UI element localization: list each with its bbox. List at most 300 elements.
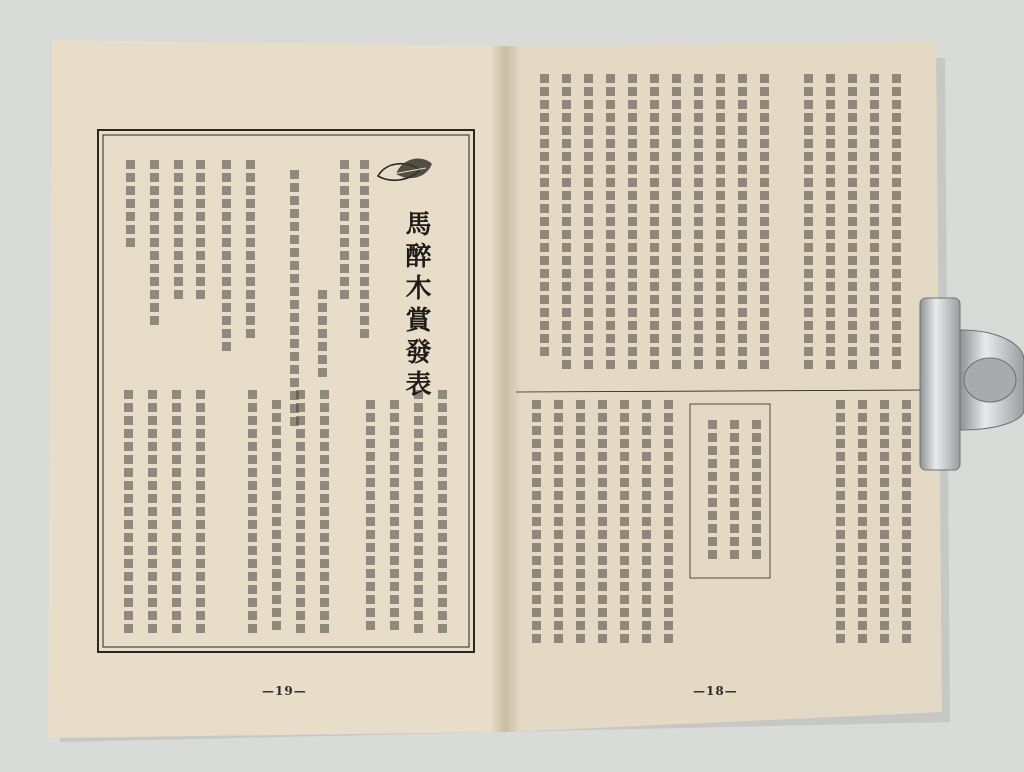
text-glyph-placeholder [628,139,637,148]
text-glyph-placeholder [760,139,769,148]
text-glyph-placeholder [320,494,329,503]
text-glyph-placeholder [554,569,563,578]
text-glyph-placeholder [576,595,585,604]
text-glyph-placeholder [540,74,549,83]
text-glyph-placeholder [272,491,281,500]
text-glyph-placeholder [390,478,399,487]
text-glyph-placeholder [124,624,133,633]
text-glyph-placeholder [826,204,835,213]
text-glyph-placeholder [532,465,541,474]
text-glyph-placeholder [540,126,549,135]
text-glyph-placeholder [124,572,133,581]
text-glyph-placeholder [318,303,327,312]
text-glyph-placeholder [174,173,183,182]
text-glyph-placeholder [760,74,769,83]
text-glyph-placeholder [584,100,593,109]
text-glyph-placeholder [272,400,281,409]
text-glyph-placeholder [694,191,703,200]
text-glyph-placeholder [848,347,857,356]
text-glyph-placeholder [826,126,835,135]
text-glyph-placeholder [196,481,205,490]
text-glyph-placeholder [902,621,911,630]
text-glyph-placeholder [606,347,615,356]
text-glyph-placeholder [320,481,329,490]
text-glyph-placeholder [760,191,769,200]
text-glyph-placeholder [562,347,571,356]
text-glyph-placeholder [730,485,739,494]
text-glyph-placeholder [760,360,769,369]
text-glyph-placeholder [848,204,857,213]
text-glyph-placeholder [672,295,681,304]
text-glyph-placeholder [150,212,159,221]
text-glyph-placeholder [642,621,651,630]
text-glyph-placeholder [196,238,205,247]
text-glyph-placeholder [196,290,205,299]
text-glyph-placeholder [650,295,659,304]
text-glyph-placeholder [620,530,629,539]
text-glyph-placeholder [870,256,879,265]
text-glyph-placeholder [172,416,181,425]
text-glyph-placeholder [598,400,607,409]
text-glyph-placeholder [246,303,255,312]
text-glyph-placeholder [576,491,585,500]
text-glyph-placeholder [196,416,205,425]
text-glyph-placeholder [366,413,375,422]
text-glyph-placeholder [584,178,593,187]
text-glyph-placeholder [804,282,813,291]
text-glyph-placeholder [880,543,889,552]
text-glyph-placeholder [554,608,563,617]
text-glyph-placeholder [650,126,659,135]
text-glyph-placeholder [760,217,769,226]
text-glyph-placeholder [438,442,447,451]
text-glyph-placeholder [360,173,369,182]
text-glyph-placeholder [642,595,651,604]
text-glyph-placeholder [672,165,681,174]
text-glyph-placeholder [320,429,329,438]
text-glyph-placeholder [320,559,329,568]
text-glyph-placeholder [296,429,305,438]
text-glyph-placeholder [730,433,739,442]
text-glyph-placeholder [858,543,867,552]
text-glyph-placeholder [148,546,157,555]
text-glyph-placeholder [290,248,299,257]
text-glyph-placeholder [150,277,159,286]
text-glyph-placeholder [196,585,205,594]
text-glyph-placeholder [760,100,769,109]
text-glyph-placeholder [664,543,673,552]
text-glyph-placeholder [296,403,305,412]
text-glyph-placeholder [554,517,563,526]
text-glyph-placeholder [870,360,879,369]
text-glyph-placeholder [390,595,399,604]
text-glyph-placeholder [196,468,205,477]
text-glyph-placeholder [870,334,879,343]
text-glyph-placeholder [730,472,739,481]
text-glyph-placeholder [174,290,183,299]
text-glyph-placeholder [880,504,889,513]
text-glyph-placeholder [148,481,157,490]
text-glyph-placeholder [320,533,329,542]
left-page [48,40,508,738]
text-glyph-placeholder [532,517,541,526]
text-glyph-placeholder [738,191,747,200]
text-glyph-placeholder [628,191,637,200]
text-glyph-placeholder [196,624,205,633]
text-glyph-placeholder [296,416,305,425]
text-glyph-placeholder [576,504,585,513]
text-glyph-placeholder [438,624,447,633]
text-glyph-placeholder [148,507,157,516]
text-glyph-placeholder [628,230,637,239]
text-glyph-placeholder [562,256,571,265]
text-glyph-placeholder [760,334,769,343]
text-glyph-placeholder [858,608,867,617]
text-glyph-placeholder [150,199,159,208]
text-glyph-placeholder [902,400,911,409]
text-glyph-placeholder [730,459,739,468]
text-glyph-placeholder [562,139,571,148]
text-glyph-placeholder [804,256,813,265]
text-glyph-placeholder [150,290,159,299]
text-glyph-placeholder [532,426,541,435]
text-glyph-placeholder [126,186,135,195]
text-glyph-placeholder [664,413,673,422]
text-glyph-placeholder [414,598,423,607]
text-glyph-placeholder [620,595,629,604]
text-glyph-placeholder [650,269,659,278]
text-glyph-placeholder [642,634,651,643]
text-glyph-placeholder [804,360,813,369]
text-glyph-placeholder [664,530,673,539]
text-glyph-placeholder [892,113,901,122]
text-glyph-placeholder [150,251,159,260]
text-glyph-placeholder [562,230,571,239]
text-glyph-placeholder [124,507,133,516]
text-glyph-placeholder [738,74,747,83]
text-glyph-placeholder [532,595,541,604]
text-glyph-placeholder [858,582,867,591]
text-glyph-placeholder [892,308,901,317]
text-glyph-placeholder [318,290,327,299]
text-glyph-placeholder [554,439,563,448]
text-glyph-placeholder [296,481,305,490]
text-glyph-placeholder [272,556,281,565]
text-glyph-placeholder [848,139,857,148]
text-glyph-placeholder [246,173,255,182]
text-glyph-placeholder [196,507,205,516]
text-glyph-placeholder [642,400,651,409]
text-glyph-placeholder [414,611,423,620]
text-glyph-placeholder [628,74,637,83]
text-glyph-placeholder [272,595,281,604]
text-glyph-placeholder [532,530,541,539]
text-glyph-placeholder [148,390,157,399]
text-glyph-placeholder [870,321,879,330]
text-glyph-placeholder [290,196,299,205]
text-glyph-placeholder [174,160,183,169]
text-glyph-placeholder [848,100,857,109]
text-glyph-placeholder [892,100,901,109]
text-glyph-placeholder [554,556,563,565]
text-glyph-placeholder [584,217,593,226]
text-glyph-placeholder [826,113,835,122]
text-glyph-placeholder [148,455,157,464]
text-glyph-placeholder [620,491,629,500]
text-glyph-placeholder [196,173,205,182]
text-glyph-placeholder [836,582,845,591]
text-glyph-placeholder [366,543,375,552]
text-glyph-placeholder [150,264,159,273]
text-glyph-placeholder [836,491,845,500]
text-glyph-placeholder [858,426,867,435]
text-glyph-placeholder [576,439,585,448]
text-glyph-placeholder [620,439,629,448]
text-glyph-placeholder [620,621,629,630]
text-glyph-placeholder [124,494,133,503]
text-glyph-placeholder [672,178,681,187]
text-glyph-placeholder [360,290,369,299]
text-glyph-placeholder [562,321,571,330]
text-glyph-placeholder [320,416,329,425]
text-glyph-placeholder [554,634,563,643]
text-glyph-placeholder [836,426,845,435]
text-glyph-placeholder [694,113,703,122]
text-glyph-placeholder [172,611,181,620]
text-glyph-placeholder [902,426,911,435]
text-glyph-placeholder [360,199,369,208]
text-glyph-placeholder [272,569,281,578]
text-glyph-placeholder [738,100,747,109]
text-glyph-placeholder [584,126,593,135]
text-glyph-placeholder [804,87,813,96]
text-glyph-placeholder [804,321,813,330]
text-glyph-placeholder [826,347,835,356]
text-glyph-placeholder [804,347,813,356]
text-glyph-placeholder [148,611,157,620]
text-glyph-placeholder [642,465,651,474]
text-glyph-placeholder [892,204,901,213]
text-glyph-placeholder [320,572,329,581]
text-glyph-placeholder [124,598,133,607]
text-glyph-placeholder [858,465,867,474]
text-glyph-placeholder [296,494,305,503]
text-glyph-placeholder [892,282,901,291]
text-glyph-placeholder [414,429,423,438]
text-glyph-placeholder [598,426,607,435]
text-glyph-placeholder [642,517,651,526]
text-glyph-placeholder [892,165,901,174]
text-glyph-placeholder [826,152,835,161]
text-glyph-placeholder [532,556,541,565]
text-glyph-placeholder [584,152,593,161]
text-glyph-placeholder [760,152,769,161]
text-glyph-placeholder [902,569,911,578]
text-glyph-placeholder [562,74,571,83]
text-glyph-placeholder [694,165,703,174]
text-glyph-placeholder [390,530,399,539]
text-glyph-placeholder [716,100,725,109]
text-glyph-placeholder [290,300,299,309]
text-glyph-placeholder [858,439,867,448]
text-glyph-placeholder [870,217,879,226]
text-glyph-placeholder [366,582,375,591]
text-glyph-placeholder [248,507,257,516]
text-glyph-placeholder [540,100,549,109]
text-glyph-placeholder [320,442,329,451]
text-glyph-placeholder [584,269,593,278]
text-glyph-placeholder [222,329,231,338]
text-glyph-placeholder [196,559,205,568]
text-glyph-placeholder [870,204,879,213]
text-glyph-placeholder [340,290,349,299]
text-glyph-placeholder [296,598,305,607]
text-glyph-placeholder [804,295,813,304]
text-glyph-placeholder [730,524,739,533]
text-glyph-placeholder [272,465,281,474]
text-glyph-placeholder [870,243,879,252]
text-glyph-placeholder [272,582,281,591]
text-glyph-placeholder [248,403,257,412]
text-glyph-placeholder [540,139,549,148]
text-glyph-placeholder [540,256,549,265]
text-glyph-placeholder [296,572,305,581]
text-glyph-placeholder [760,165,769,174]
text-glyph-placeholder [858,517,867,526]
text-glyph-placeholder [738,256,747,265]
text-glyph-placeholder [752,524,761,533]
text-glyph-placeholder [870,269,879,278]
text-glyph-placeholder [848,87,857,96]
text-glyph-placeholder [628,282,637,291]
text-glyph-placeholder [738,243,747,252]
text-glyph-placeholder [222,342,231,351]
text-glyph-placeholder [738,269,747,278]
text-glyph-placeholder [150,173,159,182]
text-glyph-placeholder [672,87,681,96]
text-glyph-placeholder [664,517,673,526]
text-glyph-placeholder [222,225,231,234]
text-glyph-placeholder [880,556,889,565]
text-glyph-placeholder [848,308,857,317]
text-glyph-placeholder [804,217,813,226]
text-glyph-placeholder [124,481,133,490]
text-glyph-placeholder [752,446,761,455]
text-glyph-placeholder [650,347,659,356]
text-glyph-placeholder [414,494,423,503]
text-glyph-placeholder [708,420,717,429]
text-glyph-placeholder [760,113,769,122]
text-glyph-placeholder [532,504,541,513]
text-glyph-placeholder [390,491,399,500]
text-glyph-placeholder [438,598,447,607]
text-glyph-placeholder [196,598,205,607]
text-glyph-placeholder [628,100,637,109]
text-glyph-placeholder [340,173,349,182]
text-glyph-placeholder [902,608,911,617]
text-glyph-placeholder [760,256,769,265]
text-glyph-placeholder [390,426,399,435]
text-glyph-placeholder [150,303,159,312]
text-glyph-placeholder [222,160,231,169]
text-glyph-placeholder [248,598,257,607]
text-glyph-placeholder [562,100,571,109]
text-glyph-placeholder [804,269,813,278]
text-glyph-placeholder [584,347,593,356]
text-glyph-placeholder [664,478,673,487]
text-glyph-placeholder [826,87,835,96]
text-glyph-placeholder [606,334,615,343]
text-glyph-placeholder [148,572,157,581]
text-glyph-placeholder [716,139,725,148]
text-glyph-placeholder [650,230,659,239]
text-glyph-placeholder [222,212,231,221]
text-glyph-placeholder [672,113,681,122]
text-glyph-placeholder [836,452,845,461]
text-glyph-placeholder [870,230,879,239]
text-glyph-placeholder [272,413,281,422]
text-glyph-placeholder [576,582,585,591]
text-glyph-placeholder [598,452,607,461]
text-glyph-placeholder [540,243,549,252]
text-glyph-placeholder [222,238,231,247]
text-glyph-placeholder [628,87,637,96]
text-glyph-placeholder [858,504,867,513]
text-glyph-placeholder [836,543,845,552]
text-glyph-placeholder [540,269,549,278]
text-glyph-placeholder [606,74,615,83]
text-glyph-placeholder [870,295,879,304]
text-glyph-placeholder [598,621,607,630]
text-glyph-placeholder [554,452,563,461]
text-glyph-placeholder [390,439,399,448]
text-glyph-placeholder [320,520,329,529]
text-glyph-placeholder [438,611,447,620]
text-glyph-placeholder [222,186,231,195]
text-glyph-placeholder [804,243,813,252]
text-glyph-placeholder [880,426,889,435]
text-glyph-placeholder [562,113,571,122]
text-glyph-placeholder [738,360,747,369]
text-glyph-placeholder [532,582,541,591]
text-glyph-placeholder [340,277,349,286]
text-glyph-placeholder [540,178,549,187]
text-glyph-placeholder [584,308,593,317]
text-glyph-placeholder [672,321,681,330]
text-glyph-placeholder [438,559,447,568]
text-glyph-placeholder [246,186,255,195]
text-glyph-placeholder [272,608,281,617]
text-glyph-placeholder [196,251,205,260]
text-glyph-placeholder [598,478,607,487]
text-glyph-placeholder [694,295,703,304]
text-glyph-placeholder [540,334,549,343]
text-glyph-placeholder [826,334,835,343]
text-glyph-placeholder [318,316,327,325]
text-glyph-placeholder [390,621,399,630]
text-glyph-placeholder [172,559,181,568]
text-glyph-placeholder [196,212,205,221]
text-glyph-placeholder [752,433,761,442]
text-glyph-placeholder [738,204,747,213]
text-glyph-placeholder [708,433,717,442]
text-glyph-placeholder [532,439,541,448]
text-glyph-placeholder [540,204,549,213]
text-glyph-placeholder [804,204,813,213]
text-glyph-placeholder [124,533,133,542]
text-glyph-placeholder [414,403,423,412]
text-glyph-placeholder [584,334,593,343]
